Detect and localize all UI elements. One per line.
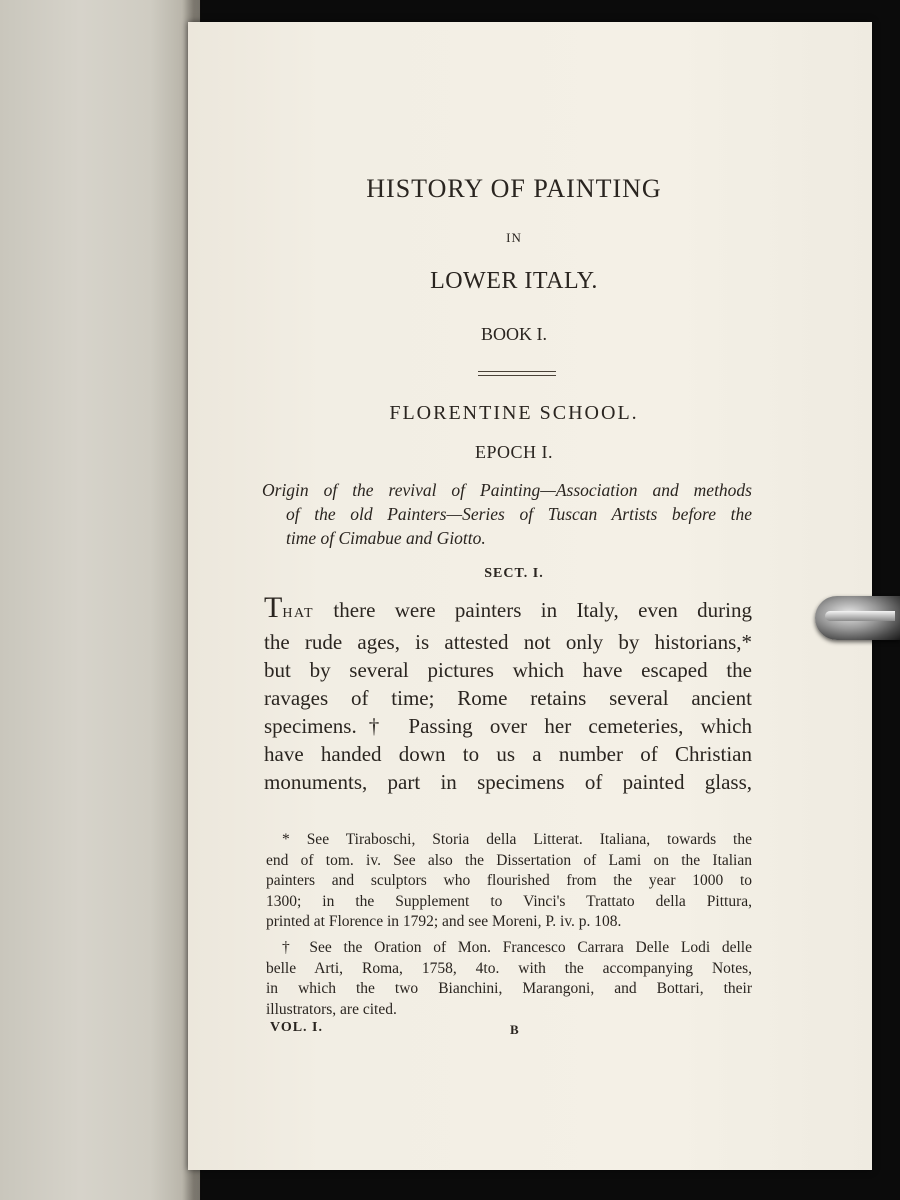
summary-line: of the old Painters—Series of Tuscan Artists before the (286, 504, 752, 524)
double-rule-bottom (478, 375, 556, 376)
footnote-2 (266, 938, 752, 1020)
footnote-line: 1300; in the Supplement to Vinci's Trattato della Pittura, (266, 892, 752, 910)
footnote-line: printed at Florence in 1792; and see Moreni, P. iv. p. 108. (266, 913, 622, 930)
book-heading: BOOK I. (481, 324, 547, 344)
body-line: have handed down to us a number of Christian (264, 742, 752, 766)
chapter-summary (262, 478, 752, 550)
signature-mark: B (510, 1022, 519, 1037)
school-heading: FLORENTINE SCHOOL. (389, 402, 639, 424)
section-heading: SECT. I. (484, 566, 544, 581)
footnote-line: * See Tiraboschi, Storia della Litterat. Italiana, towards the (282, 831, 752, 848)
clip-highlight (825, 611, 895, 621)
body-line-rest: there were painters in Italy, even during (314, 598, 752, 622)
title-region: LOWER ITALY. (430, 268, 598, 294)
small-caps-word: HAT (282, 606, 315, 621)
body-line: monuments, part in specimens of painted glass, (264, 770, 752, 794)
title-connector: IN (506, 230, 522, 245)
footnote-line: end of tom. iv. See also the Dissertation of Lami on the Italian (266, 851, 752, 869)
double-rule-top (478, 371, 556, 372)
body-line-first (264, 591, 752, 628)
footnote-line: belle Arti, Roma, 1758, 4to. with the accompanying Notes, (266, 959, 752, 977)
summary-line: Origin of the revival of Painting—Association and methods (262, 480, 752, 500)
page-title: HISTORY OF PAINTING (366, 174, 662, 203)
volume-mark: VOL. I. (270, 1020, 324, 1035)
epoch-heading: EPOCH I. (474, 442, 553, 462)
footnote-line: in which the two Bianchini, Marangoni, and Bottari, their (266, 980, 752, 997)
body-paragraph (264, 591, 752, 796)
page-clip-icon (815, 596, 900, 640)
footnote-line: illustrators, are cited. (266, 1000, 397, 1018)
summary-line: time of Cimabue and Giotto. (286, 528, 486, 548)
body-line: the rude ages, is attested not only by historians,* (264, 630, 752, 654)
footnote-line: † See the Oration of Mon. Francesco Carrara Delle Lodi delle (282, 939, 752, 956)
body-line: specimens.† Passing over her cemeteries, which (264, 714, 752, 738)
body-line: ravages of time; Rome retains several ancient (264, 686, 752, 710)
body-line: but by several pictures which have escaped the (264, 658, 752, 682)
footnote-line: painters and sculptors who flourished from the year 1000 to (266, 872, 752, 889)
drop-cap: T (264, 591, 283, 624)
book-page (188, 22, 872, 1170)
facing-page (0, 0, 200, 1200)
footnote-1 (266, 830, 752, 933)
